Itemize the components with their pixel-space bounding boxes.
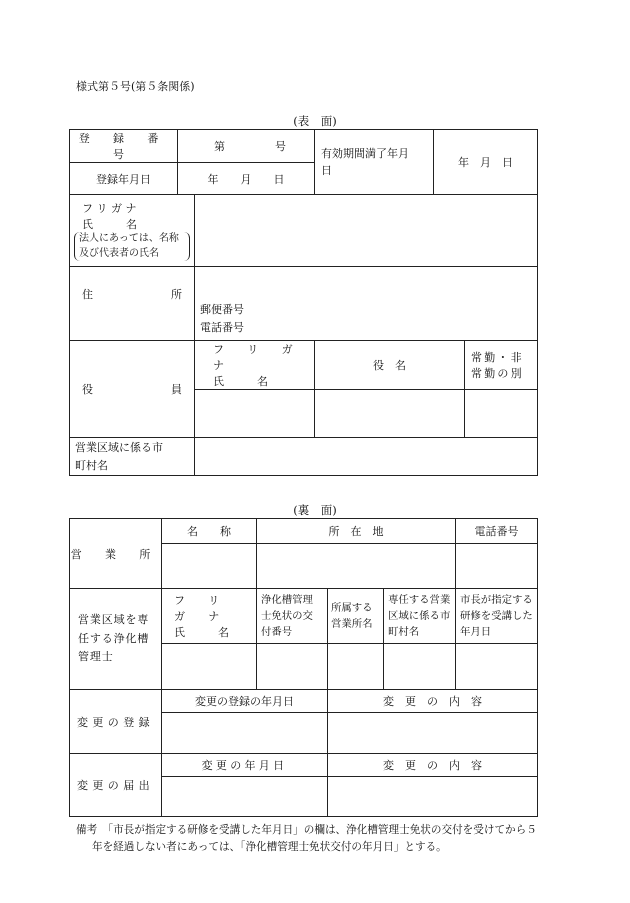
office-phone-header: 電話番号	[456, 519, 538, 544]
registration-date-field[interactable]: 年 月 日	[178, 163, 315, 195]
office-location-field[interactable]	[257, 544, 456, 589]
name-label-text: 氏 名	[82, 218, 137, 231]
officer-name-field[interactable]	[195, 390, 315, 438]
change-notification-content-header: 変 更 の 内 容	[328, 754, 538, 777]
manager-training-field[interactable]	[456, 644, 538, 690]
remarks-note	[76, 822, 546, 856]
corporation-note: 法人にあっては、名称及び代表者の氏名	[74, 232, 190, 261]
name-field[interactable]	[195, 195, 538, 267]
change-notification-label: 変更の届出	[70, 754, 162, 817]
form-number-label: 様式第５号(第５条関係)	[76, 80, 195, 93]
dedicated-manager-label: 営業区域を専任する浄化槽管理士	[70, 589, 162, 690]
back-side-title: (裏 面)	[293, 503, 337, 517]
change-registration-content-field[interactable]	[328, 713, 538, 754]
change-notification-date-header: 変更の年月日	[162, 754, 328, 777]
officer-name-header: フ リ ガ ナ 氏 名	[195, 341, 315, 390]
address-field[interactable]	[195, 267, 538, 341]
business-area-field[interactable]	[195, 438, 538, 476]
phone-number-label: 電話番号	[200, 321, 244, 335]
name-label	[70, 195, 195, 267]
officer-type-header: 常勤・非常勤の別	[465, 341, 538, 390]
manager-name-header: フ リ ガ ナ 氏 名	[162, 589, 257, 644]
office-name-field[interactable]	[162, 544, 257, 589]
manager-license-field[interactable]	[257, 644, 328, 690]
manager-training-header: 市長が指定する研修を受講した年月日	[456, 589, 538, 644]
officer-role-field[interactable]	[315, 390, 465, 438]
front-form-table	[69, 129, 538, 476]
change-registration-date-header: 変更の登録の年月日	[162, 690, 328, 713]
back-form-table	[69, 518, 538, 817]
expiry-date-field[interactable]: 年 月 日	[434, 130, 538, 195]
remarks-line-1: 備考 「市長が指定する研修を受講した年月日」の欄は、浄化槽管理士免状の交付を受けてから５	[76, 824, 537, 836]
manager-office-header: 所属する営業所名	[328, 589, 384, 644]
manager-license-header: 浄化槽管理士免状の交付番号	[257, 589, 328, 644]
manager-area-field[interactable]	[384, 644, 456, 690]
manager-name-field[interactable]	[162, 644, 257, 690]
officer-role-header: 役 名	[315, 341, 465, 390]
name-furigana-label: フ リ ガ ナ	[82, 202, 137, 215]
expiry-date-label: 有効期間満了年月日	[315, 130, 434, 195]
postal-code-label: 郵便番号	[200, 302, 244, 316]
address-label: 住 所	[70, 267, 195, 341]
change-notification-content-field[interactable]	[328, 777, 538, 817]
change-registration-date-field[interactable]	[162, 713, 328, 754]
registration-date-label: 登録年月日	[70, 163, 178, 195]
business-area-label: 営業区域に係る市町村名	[70, 438, 195, 476]
office-name-header: 名 称	[162, 519, 257, 544]
office-location-header: 所 在 地	[257, 519, 456, 544]
change-registration-content-header: 変 更 の 内 容	[328, 690, 538, 713]
change-notification-date-field[interactable]	[162, 777, 328, 817]
officer-type-field[interactable]	[465, 390, 538, 438]
office-label: 営 業 所	[70, 519, 162, 589]
front-side-title: (表 面)	[293, 114, 337, 128]
office-phone-field[interactable]	[456, 544, 538, 589]
manager-office-field[interactable]	[328, 644, 384, 690]
officers-label: 役 員	[70, 341, 195, 438]
remarks-line-2: 年を経過しない者にあっては、「浄化槽管理士免状交付の年月日」とする。	[92, 840, 447, 853]
manager-area-header: 専任する営業区域に係る市町村名	[384, 589, 456, 644]
registration-number-label: 登 録 番 号	[70, 130, 178, 163]
change-registration-label: 変更の登録	[70, 690, 162, 754]
registration-number-field[interactable]: 第 号	[178, 130, 315, 163]
